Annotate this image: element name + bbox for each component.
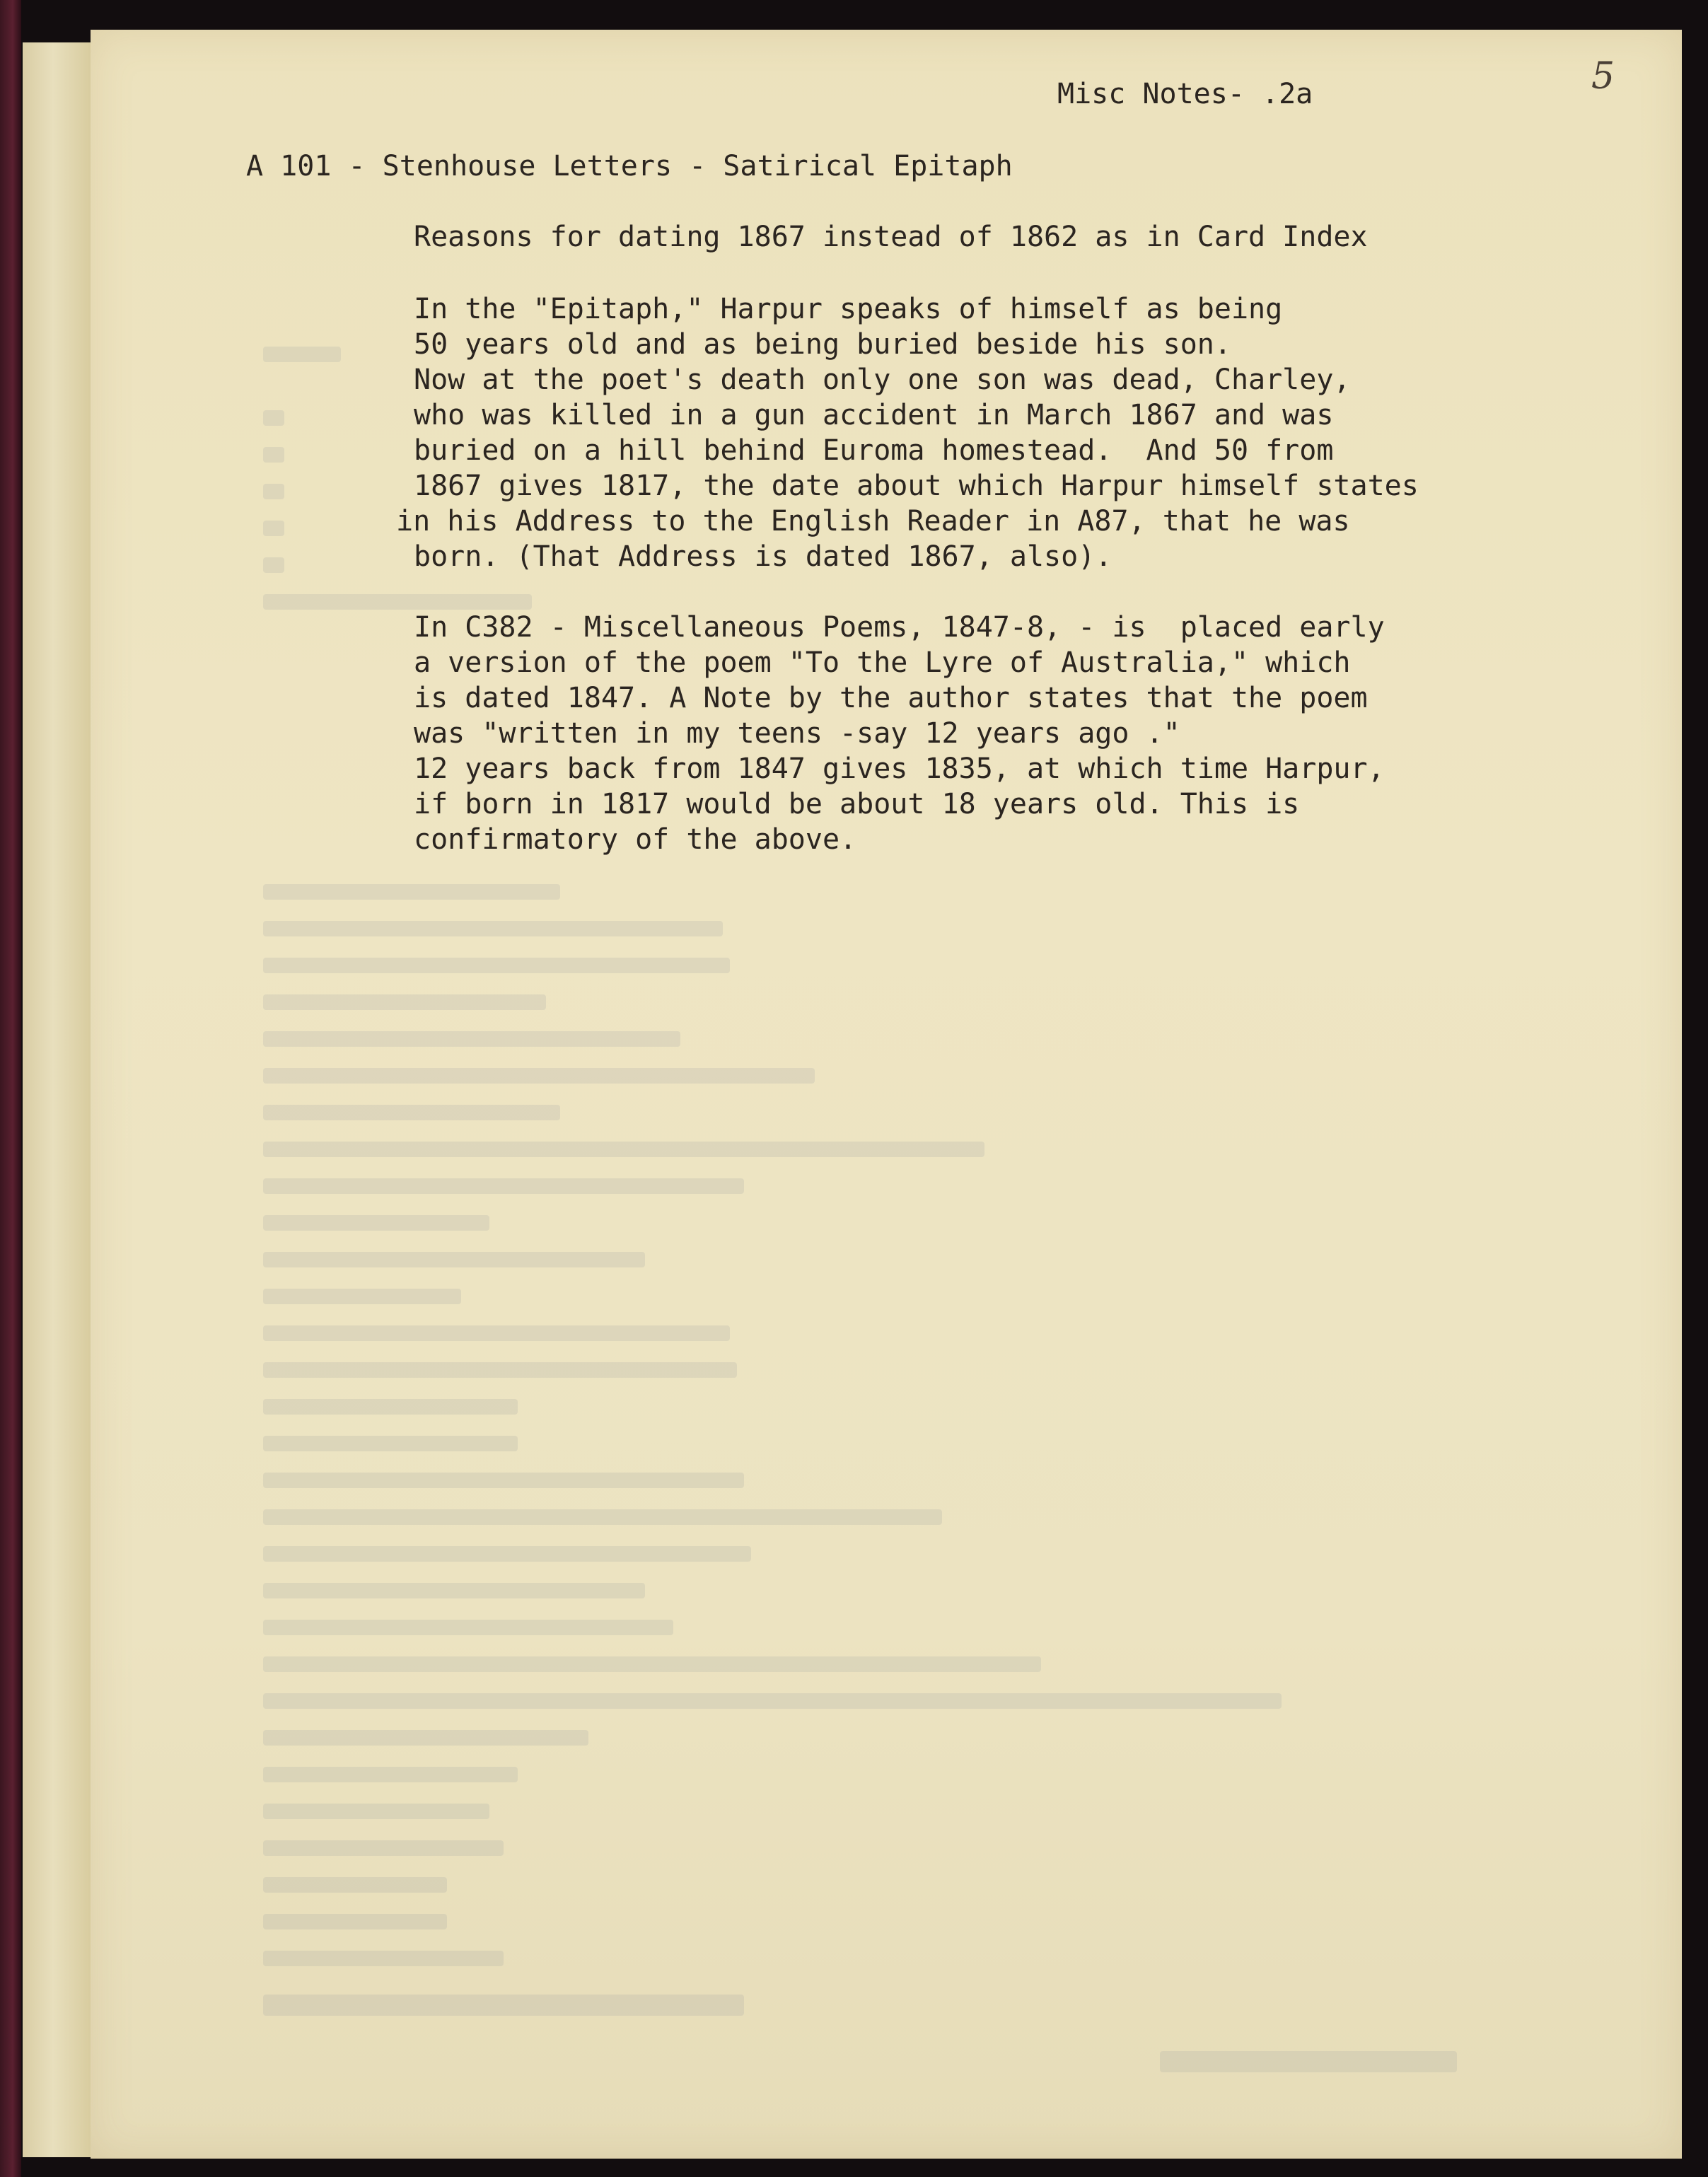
text-line: in his Address to the English Reader in A87, that he was: [396, 505, 1350, 538]
text-line: if born in 1817 would be about 18 years old. This is: [414, 788, 1300, 820]
text-line: 50 years old and as being buried beside his son.: [414, 328, 1231, 361]
text-line: 1867 gives 1817, the date about which Harpur himself states: [414, 470, 1419, 502]
document-subheading: Reasons for dating 1867 instead of 1862 as in Card Index: [414, 221, 1368, 253]
text-line: In the "Epitaph," Harpur speaks of himself as being: [414, 293, 1283, 325]
binding-strip: [0, 0, 21, 2177]
text-line: who was killed in a gun accident in March 1867 and was: [414, 399, 1334, 431]
document-header: Misc Notes- .2a: [1057, 78, 1313, 110]
document-heading: A 101 - Stenhouse Letters - Satirical Epitaph: [246, 150, 1013, 182]
text-line: born. (That Address is dated 1867, also).: [414, 540, 1112, 573]
text-line: Now at the poet's death only one son was dead, Charley,: [414, 364, 1351, 396]
text-line: 12 years back from 1847 gives 1835, at which time Harpur,: [414, 753, 1385, 785]
text-line: a version of the poem "To the Lyre of Australia," which: [414, 646, 1351, 679]
text-line: is dated 1847. A Note by the author states that the poem: [414, 682, 1368, 714]
text-line: was "written in my teens -say 12 years ago .": [414, 717, 1180, 750]
text-line: confirmatory of the above.: [414, 823, 857, 856]
text-line: buried on a hill behind Euroma homestead. And 50 from: [414, 434, 1334, 467]
page-number: 5: [1591, 55, 1615, 98]
text-line: In C382 - Miscellaneous Poems, 1847-8, - is placed early: [414, 611, 1385, 644]
binding-flap: [23, 42, 92, 2157]
